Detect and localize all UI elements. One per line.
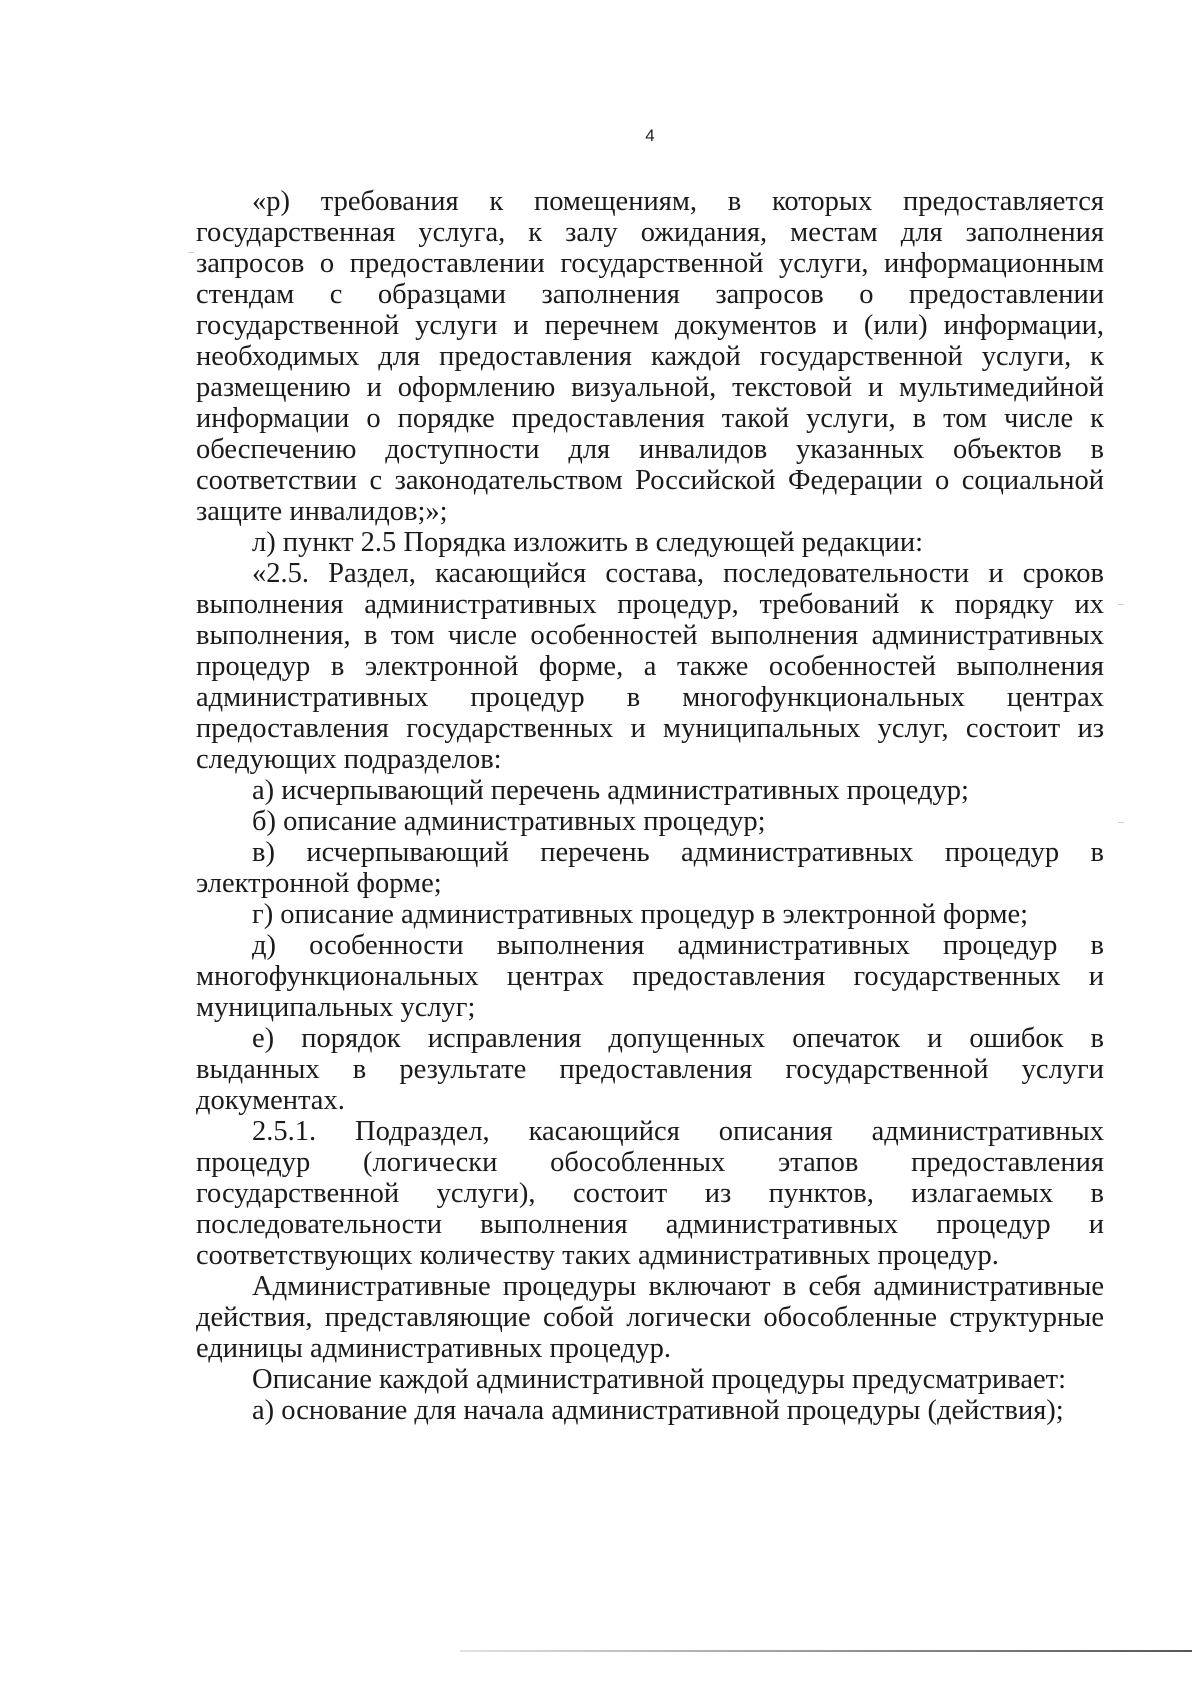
text-line: процедур (логически обособленных этапов предоставления — [196, 1147, 1104, 1178]
text-line: последовательности выполнения административных процедур и — [196, 1209, 1104, 1240]
text-line: действия, представляющие собой логически обособленные структурные — [196, 1302, 1104, 1333]
text-line: процедур в электронной форме, а также особенностей выполнения — [196, 651, 1104, 682]
text-line: защите инвалидов;»; — [196, 496, 448, 527]
text-line: запросов о предоставлении государственной услуги, информационным — [196, 248, 1104, 279]
text-line: муниципальных услуг; — [196, 992, 476, 1023]
text-line: государственная услуга, к залу ожидания, местам для заполнения — [196, 217, 1104, 248]
text-line: выполнения административных процедур, требований к порядку их — [196, 589, 1104, 620]
text-line: соответствующих количеству таких административных процедур. — [196, 1240, 999, 1271]
scan-bottom-edge — [460, 1650, 1192, 1652]
page-number: 4 — [645, 126, 655, 145]
text-line: выполнения, в том числе особенностей выполнения административных — [196, 620, 1104, 651]
text-line: в) исчерпывающий перечень административных процедур в — [252, 837, 1104, 868]
text-line: единицы административных процедур. — [196, 1333, 671, 1364]
text-line: б) описание административных процедур; — [252, 806, 766, 837]
text-line: «2.5. Раздел, касающийся состава, последовательности и сроков — [252, 558, 1104, 589]
text-line: необходимых для предоставления каждой государственной услуги, к — [196, 341, 1104, 372]
text-line: многофункциональных центрах предоставления государственных и — [196, 961, 1104, 992]
text-line: документах. — [196, 1085, 345, 1116]
text-line: электронной форме; — [196, 868, 442, 899]
text-line: л) пункт 2.5 Порядка изложить в следующей редакции: — [252, 527, 924, 558]
text-line: соответствии с законодательством Российской Федерации о социальной — [196, 465, 1104, 496]
text-line: г) описание административных процедур в электронной форме; — [252, 899, 1029, 930]
text-line: а) основание для начала административной процедуры (действия); — [252, 1395, 1064, 1426]
scan-artifact — [188, 252, 194, 253]
text-line: 2.5.1. Подраздел, касающийся описания административных — [252, 1116, 1104, 1147]
scan-artifact — [1118, 822, 1124, 823]
text-line: информации о порядке предоставления такой услуги, в том числе к — [196, 403, 1104, 434]
text-line: стендам с образцами заполнения запросов о предоставлении — [196, 279, 1104, 310]
text-line: размещению и оформлению визуальной, текстовой и мультимедийной — [196, 372, 1104, 403]
text-line: следующих подразделов: — [196, 744, 502, 775]
text-line: административных процедур в многофункциональных центрах — [196, 682, 1104, 713]
scan-artifact — [1118, 604, 1124, 605]
text-line: выданных в результате предоставления государственной услуги — [196, 1054, 1104, 1085]
text-line: Описание каждой административной процедуры предусматривает: — [252, 1364, 1067, 1395]
text-line: государственной услуги и перечнем документов и (или) информации, — [196, 310, 1104, 341]
text-line: обеспечению доступности для инвалидов указанных объектов в — [196, 434, 1104, 465]
body-text — [196, 186, 1104, 1426]
text-line: а) исчерпывающий перечень административных процедур; — [252, 775, 969, 806]
text-line: предоставления государственных и муниципальных услуг, состоит из — [196, 713, 1104, 744]
text-line: Административные процедуры включают в себя административные — [252, 1271, 1104, 1302]
text-line: «р) требования к помещениям, в которых предоставляется — [252, 186, 1104, 217]
text-line: е) порядок исправления допущенных опечаток и ошибок в — [252, 1023, 1104, 1054]
text-line: д) особенности выполнения административных процедур в — [252, 930, 1104, 961]
text-line: государственной услуги), состоит из пунктов, излагаемых в — [196, 1178, 1104, 1209]
